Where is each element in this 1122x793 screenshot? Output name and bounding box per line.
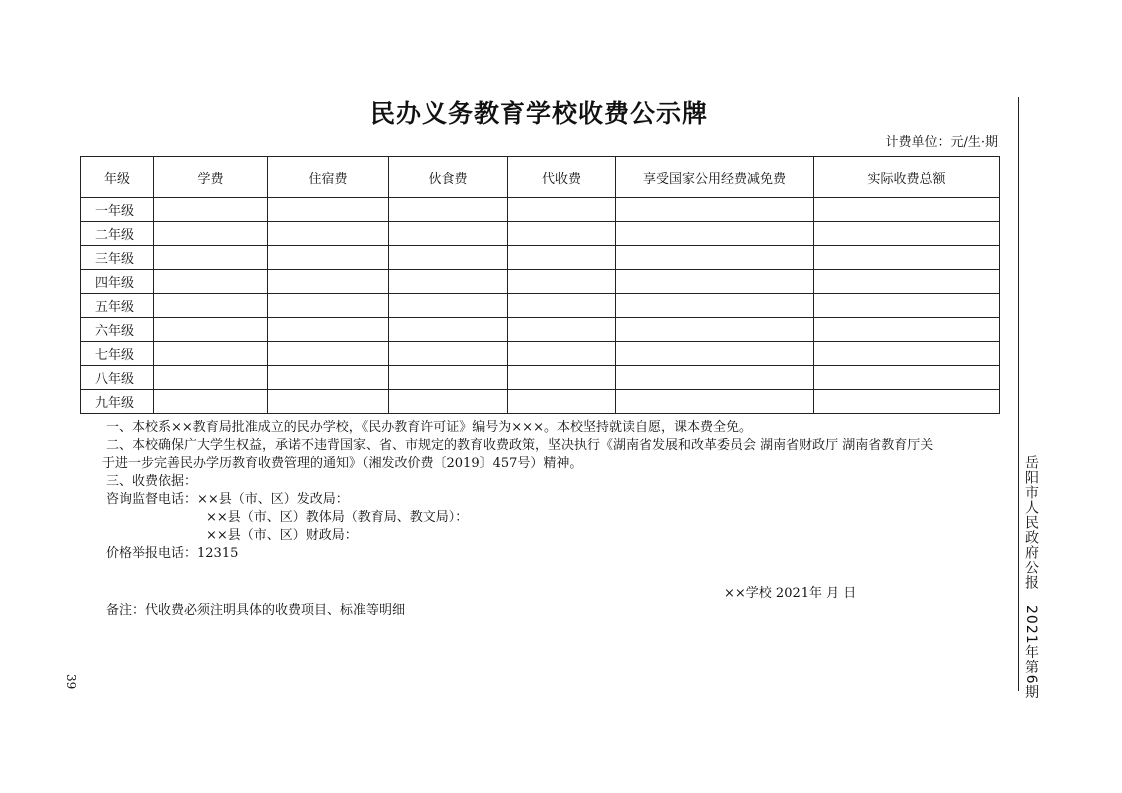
gazette-side-title: 岳阳市人民政府公报 2021年第6期 (1023, 455, 1039, 700)
table-row (81, 390, 1000, 414)
table-cell (268, 198, 389, 222)
table-cell (508, 294, 616, 318)
header-public-funding-reduction: 享受国家公用经费减免费 (616, 157, 814, 198)
table-cell (389, 246, 508, 270)
grade-cell: 八年级 (81, 366, 154, 390)
table-cell (389, 198, 508, 222)
grade-cell: 四年级 (81, 270, 154, 294)
table-cell (814, 270, 1000, 294)
table-row (81, 222, 1000, 246)
table-row (81, 294, 1000, 318)
table-cell (154, 342, 268, 366)
table-cell (616, 390, 814, 414)
table-cell (389, 270, 508, 294)
header-grade: 年级 (81, 157, 154, 198)
table-cell (814, 366, 1000, 390)
table-cell (616, 366, 814, 390)
margin-divider-line (1018, 97, 1019, 691)
table-cell (154, 390, 268, 414)
header-total-fee: 实际收费总额 (814, 157, 1000, 198)
price-report-phone: 价格举报电话：12315 (106, 546, 239, 561)
table-cell (616, 198, 814, 222)
table-cell (814, 342, 1000, 366)
table-cell (268, 246, 389, 270)
remark-note: 备注：代收费必须注明具体的收费项目、标准等明细 (106, 603, 406, 618)
table-cell (154, 246, 268, 270)
table-cell (389, 294, 508, 318)
table-row (81, 198, 1000, 222)
grade-cell: 一年级 (81, 198, 154, 222)
table-cell (154, 270, 268, 294)
table-cell (389, 390, 508, 414)
table-cell (616, 270, 814, 294)
table-cell (508, 270, 616, 294)
grade-cell: 六年级 (81, 318, 154, 342)
table-cell (154, 222, 268, 246)
table-cell (154, 294, 268, 318)
table-cell (814, 198, 1000, 222)
fee-table (80, 156, 1000, 414)
header-meals: 伙食费 (389, 157, 508, 198)
school-signature-date: ××学校 2021年 月 日 (724, 586, 857, 601)
header-tuition: 学费 (154, 157, 268, 198)
note-line-3: 三、收费依据： (106, 474, 198, 489)
table-cell (154, 198, 268, 222)
table-cell (616, 246, 814, 270)
table-cell (154, 366, 268, 390)
note-line-2-continued: 于进一步完善民办学历教育收费管理的通知》（湘发改价费〔2019〕457号）精神。 (102, 456, 583, 471)
notes-section (102, 419, 934, 563)
header-collected-fees: 代收费 (508, 157, 616, 198)
table-cell (508, 390, 616, 414)
table-cell (508, 222, 616, 246)
table-cell (508, 342, 616, 366)
consult-phone-development-bureau: 咨询监督电话：××县（市、区）发改局： (106, 492, 349, 507)
grade-cell: 五年级 (81, 294, 154, 318)
grade-cell: 七年级 (81, 342, 154, 366)
table-cell (268, 366, 389, 390)
consult-phone-finance-bureau: ××县（市、区）财政局： (206, 528, 358, 543)
consult-phone-education-bureau: ××县（市、区）教体局（教育局、教文局）： (206, 510, 469, 525)
table-cell (389, 366, 508, 390)
table-cell (268, 270, 389, 294)
table-cell (814, 390, 1000, 414)
table-row (81, 270, 1000, 294)
table-cell (508, 246, 616, 270)
note-line-2: 二、本校确保广大学生权益，承诺不违背国家、省、市规定的教育收费政策，坚决执行《湖南省发展和改革委员会 湖南省财政厅 湖南省教育厅关 (106, 438, 934, 453)
table-cell (268, 222, 389, 246)
fee-unit-label: 计费单位：元/生·期 (885, 135, 998, 150)
table-row (81, 342, 1000, 366)
table-cell (616, 318, 814, 342)
table-cell (814, 246, 1000, 270)
page-title: 民办义务教育学校收费公示牌 (369, 99, 708, 128)
table-cell (508, 198, 616, 222)
table-cell (154, 318, 268, 342)
table-cell (389, 222, 508, 246)
table-cell (268, 318, 389, 342)
table-cell (268, 342, 389, 366)
table-cell (268, 390, 389, 414)
table-row (81, 366, 1000, 390)
table-cell (268, 294, 389, 318)
table-cell (616, 222, 814, 246)
table-cell (616, 342, 814, 366)
grade-cell: 九年级 (81, 390, 154, 414)
table-cell (389, 342, 508, 366)
grade-cell: 二年级 (81, 222, 154, 246)
page-number: 39 (64, 674, 78, 690)
table-header-row (81, 157, 1000, 198)
table-cell (508, 366, 616, 390)
table-row (81, 318, 1000, 342)
table-cell (508, 318, 616, 342)
note-line-1: 一、本校系××教育局批准成立的民办学校，《民办教育许可证》编号为×××。本校坚持就读自愿，课本费全免。 (106, 420, 752, 435)
header-accommodation: 住宿费 (268, 157, 389, 198)
table-cell (814, 294, 1000, 318)
grade-cell: 三年级 (81, 246, 154, 270)
table-row (81, 246, 1000, 270)
table-cell (389, 318, 508, 342)
table-cell (814, 222, 1000, 246)
table-cell (814, 318, 1000, 342)
table-cell (616, 294, 814, 318)
